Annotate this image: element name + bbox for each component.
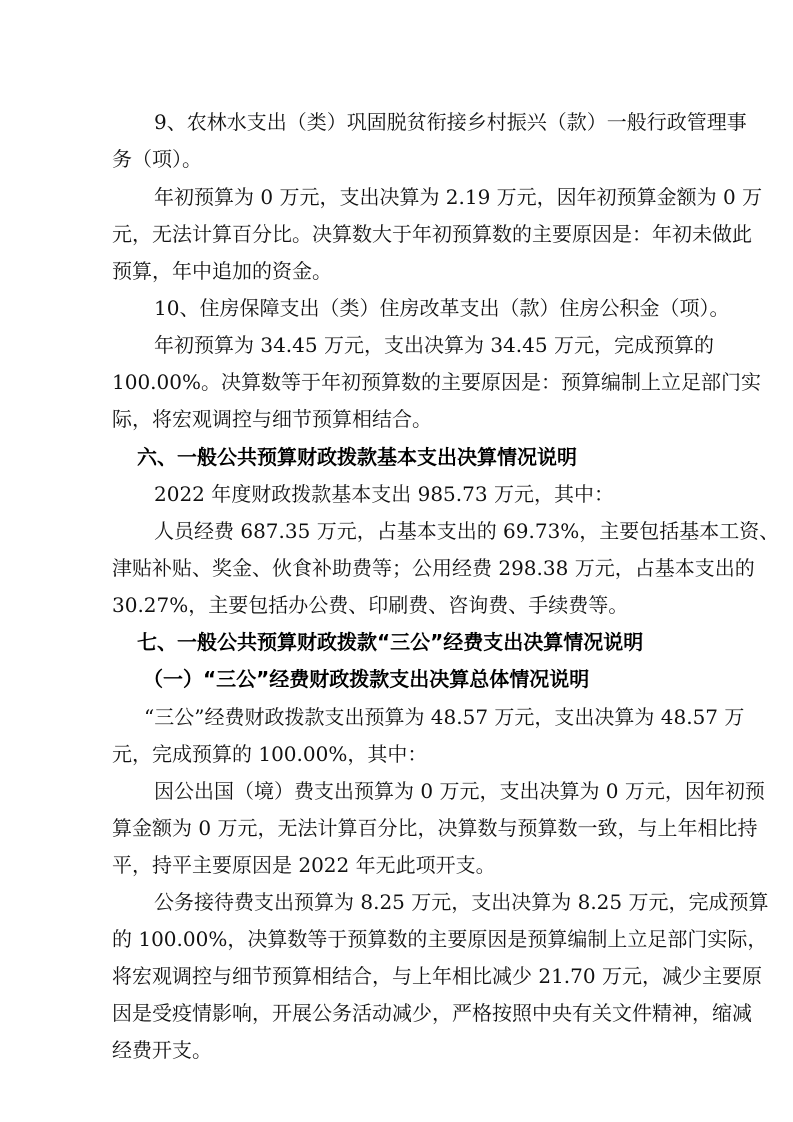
paragraph-line: 因是受疫情影响，开展公务活动减少，严格按照中央有关文件精神，缩减	[112, 1001, 752, 1025]
paragraph-line: 经费开支。	[112, 1038, 212, 1062]
paragraph-line: 公务接待费支出预算为 8.25 万元，支出决算为 8.25 万元，完成预算	[154, 890, 769, 914]
paragraph-line: 人员经费 687.35 万元，占基本支出的 69.73%，主要包括基本工资、	[154, 519, 780, 543]
paragraph-line: 9、农林水支出（类）巩固脱贫衔接乡村振兴（款）一般行政管理事	[154, 110, 747, 134]
section-heading: 六、一般公共预算财政拨款基本支出决算情况说明	[137, 445, 577, 469]
paragraph-line: 算金额为 0 万元，无法计算百分比，决算数与预算数一致，与上年相比持	[112, 816, 758, 840]
paragraph-line: 津贴补贴、奖金、伙食补助费等；公用经费 298.38 万元，占基本支出的	[112, 556, 755, 580]
paragraph-line: 的 100.00%，决算数等于预算数的主要原因是预算编制上立足部门实际，	[112, 927, 768, 951]
paragraph-line: 年初预算为 34.45 万元，支出决算为 34.45 万元，完成预算的	[154, 333, 714, 357]
paragraph-line: “三公”经费财政拨款支出预算为 48.57 万元，支出决算为 48.57 万	[144, 705, 745, 729]
paragraph-line: 平，持平主要原因是 2022 年无此项开支。	[112, 853, 496, 877]
paragraph-line: 元，完成预算的 100.00%，其中：	[112, 742, 428, 766]
paragraph-line: 2022 年度财政拨款基本支出 985.73 万元，其中：	[154, 482, 614, 506]
paragraph-line: 100.00%。决算数等于年初预算数的主要原因是：预算编制上立足部门实	[112, 370, 761, 394]
paragraph-line: 因公出国（境）费支出预算为 0 万元，支出决算为 0 万元，因年初预	[154, 779, 765, 803]
paragraph-line: 年初预算为 0 万元，支出决算为 2.19 万元，因年初预算金额为 0 万	[154, 185, 763, 209]
paragraph-line: 将宏观调控与细节预算相结合，与上年相比减少 21.70 万元，减少主要原	[112, 964, 762, 988]
paragraph-line: 际，将宏观调控与细节预算相结合。	[112, 407, 432, 431]
paragraph-line: 务（项）。	[112, 147, 202, 171]
subsection-heading: （一）“三公”经费财政拨款支出决算总体情况说明	[143, 667, 590, 691]
paragraph-line: 元，无法计算百分比。决算数大于年初预算数的主要原因是：年初未做此	[112, 222, 752, 246]
paragraph-line: 10、住房保障支出（类）住房改革支出（款）住房公积金（项）。	[154, 296, 730, 320]
section-heading: 七、一般公共预算财政拨款“三公”经费支出决算情况说明	[137, 630, 644, 654]
paragraph-line: 预算，年中追加的资金。	[112, 259, 332, 283]
paragraph-line: 30.27%，主要包括办公费、印刷费、咨询费、手续费等。	[112, 593, 629, 617]
